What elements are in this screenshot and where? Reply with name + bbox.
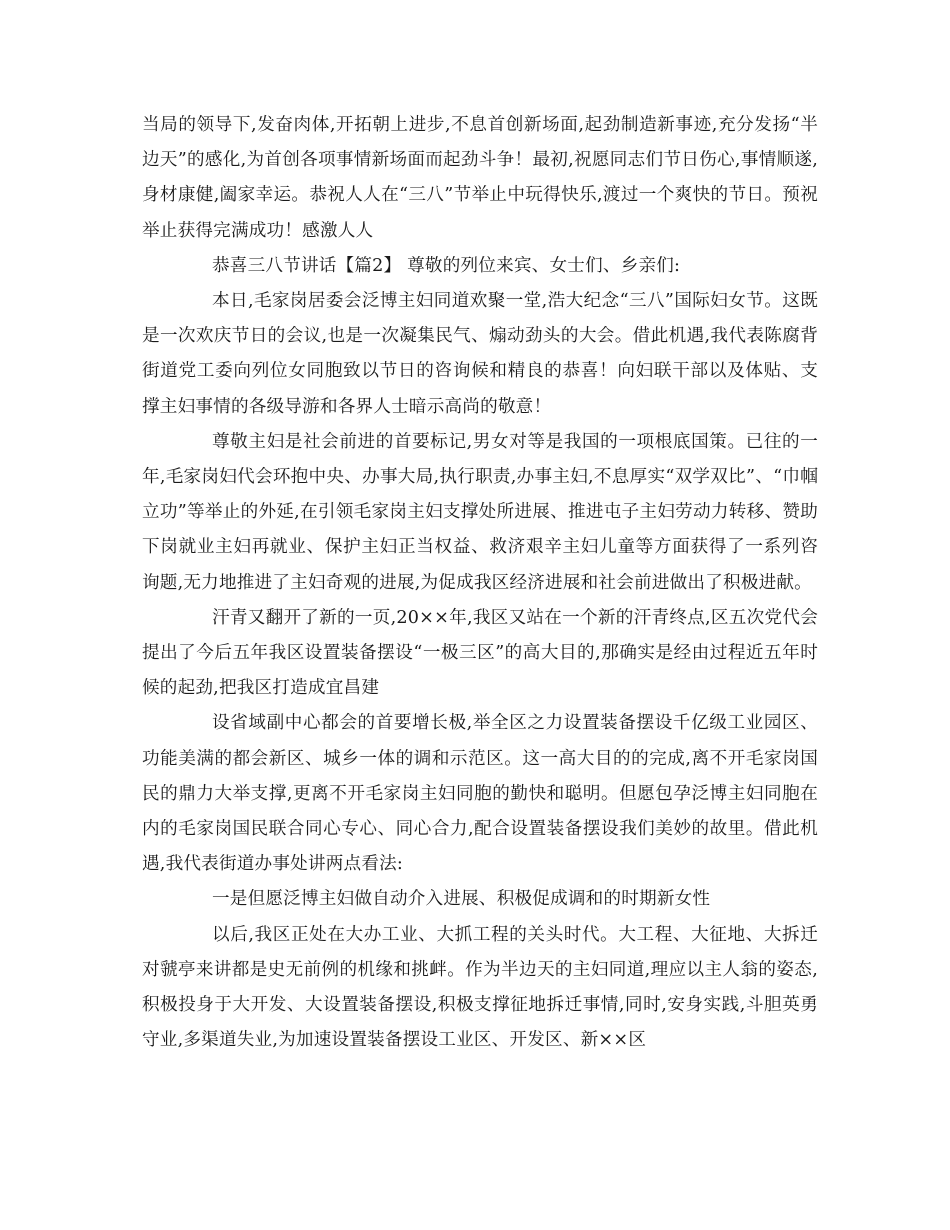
- paragraph-4: 尊敬主妇是社会前进的首要标记,男女对等是我国的一项根底国策。已往的一年,毛家岗妇代会环抱中央、办事大局,执行职责,办事主妇,不息厚实“双学双比”、“巾帼立功”等举止的外延,在引领毛家岗主妇支撑处所进展、推进屯子主妇劳动力转移、赞助下岗就业主妇再就业、保护主妇正当权益、救济艰辛主妇儿童等方面获得了一系列咨询题,无力地推进了主妇奇观的进展,为促成我区经济进展和社会前进做出了积极进献。: [142, 431, 818, 593]
- paragraph-8: 以后,我区正处在大办工业、大抓工程的关头时代。大工程、大征地、大拆迁对虢亭来讲都是史无前例的机缘和挑衅。作为半边天的主妇同道,理应以主人翁的姿态,积极投身于大开发、大设置装备摆设,积极支撑征地拆迁事情,同时,安身实践,斗胆英勇守业,多渠道失业,为加速设置装备摆设工业区、开发区、新××区: [142, 924, 818, 1051]
- paragraph-3: 本日,毛家岗居委会泛博主妇同道欢聚一堂,浩大纪念“三八”国际妇女节。这既是一次欢庆节日的会议,也是一次凝集民气、煽动劲头的大会。借此机遇,我代表陈腐背街道党工委向列位女同胞致以节日的咨询候和精良的恭喜！向妇联干部以及体贴、支撑主妇事情的各级导游和各界人士暗示高尚的敬意！: [142, 291, 818, 417]
- paragraph-2: 恭喜三八节讲话【篇2】 尊敬的列位来宾、女士们、乡亲们:: [212, 255, 681, 276]
- paragraph-1: 当局的领导下,发奋肉体,开拓朝上进步,不息首创新场面,起劲制造新事迹,充分发扬“半边天”的感化,为首创各项事情新场面而起劲斗争！最初,祝愿同志们节日伤心,事情顺遂,身材康健,阖家幸运。恭祝人人在“三八”节举止中玩得快乐,渡过一个爽快的节日。预祝举止获得完满成功！感激人人: [142, 115, 818, 241]
- paragraph-7: 一是但愿泛博主妇做自动介入进展、积极促成调和的时期新女性: [212, 889, 711, 910]
- paragraph-5: 汗青又翻开了新的一页,20××年,我区又站在一个新的汗青终点,区五次党代会提出了今后五年我区设置装备摆设“一极三区”的高大目的,那确实是经由过程近五年时候的起劲,把我区打造成宜昌建: [142, 607, 818, 699]
- paragraph-6: 设省域副中心都会的首要增长极,举全区之力设置装备摆设千亿级工业园区、功能美满的都会新区、城乡一体的调和示范区。这一高大目的的完成,离不开毛家岗国民的鼎力大举支撑,更离不开毛家岗主妇同胞的勤快和聪明。但愿包孕泛博主妇同胞在内的毛家岗国民联合同心专心、同心合力,配合设置装备摆设我们美妙的故里。借此机遇,我代表街道办事处讲两点看法:: [142, 713, 818, 875]
